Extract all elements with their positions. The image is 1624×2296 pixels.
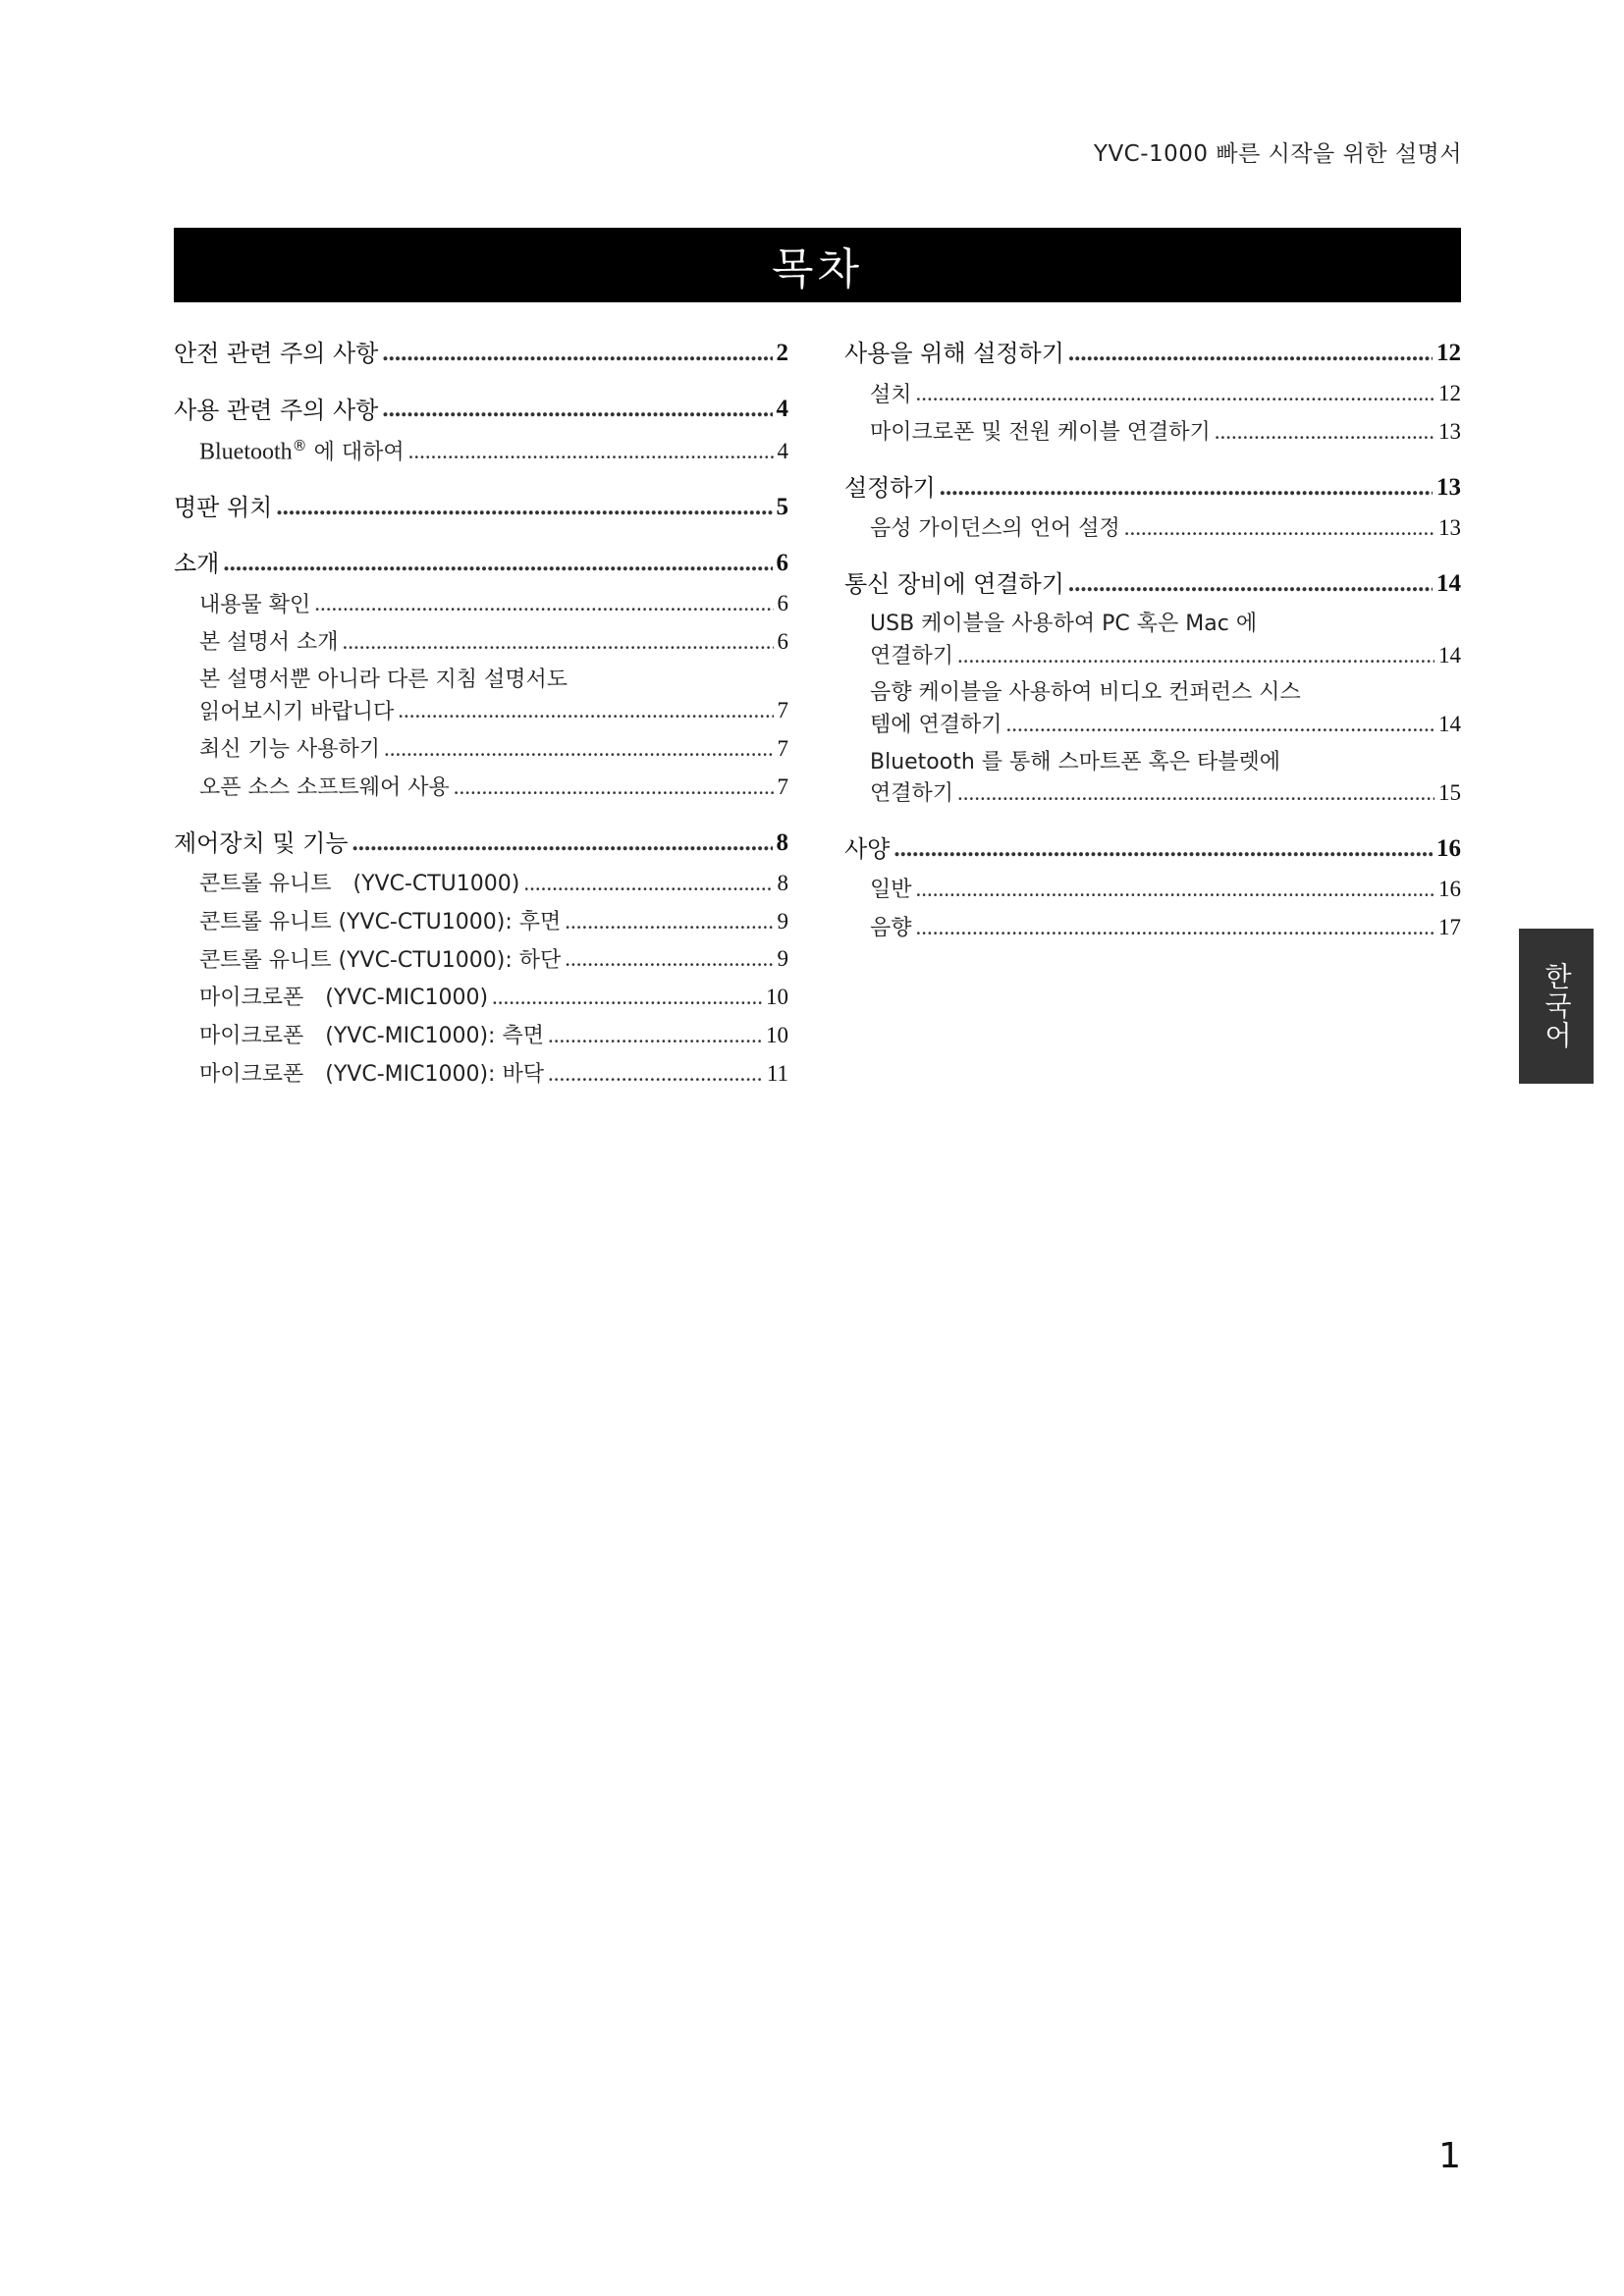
- leader-dots: [548, 1022, 762, 1050]
- toc-subentry[interactable]: 연결하기 ..... 15: [844, 779, 1461, 808]
- toc-entry[interactable]: 소개 ..... 6: [174, 548, 788, 578]
- leader-dots: [382, 338, 772, 368]
- leader-dots: [957, 642, 1435, 670]
- leader-dots: [916, 876, 1435, 904]
- toc-subentry[interactable]: 마이크로폰 (YVC-MIC1000) ..... 10: [174, 984, 788, 1012]
- toc-entry[interactable]: 사양 ..... 16: [844, 833, 1461, 864]
- toc-subentry[interactable]: 콘트롤 유니트 (YVC-CTU1000): 하단 ..... 9: [174, 945, 788, 974]
- leader-dots: [382, 394, 772, 424]
- leader-dots: [565, 945, 773, 974]
- leader-dots: [523, 870, 773, 898]
- leader-dots: [916, 380, 1435, 408]
- toc-subentry-line1[interactable]: Bluetooth 를 통해 스마트폰 혹은 타블렛에: [870, 749, 1281, 774]
- toc-subentry[interactable]: 내용물 확인 ..... 6: [174, 590, 788, 618]
- toc-entry[interactable]: 제어장치 및 기능 ..... 8: [174, 828, 788, 858]
- leader-dots: [565, 908, 773, 936]
- toc-left-column: [174, 338, 788, 1113]
- toc-subentry-line1[interactable]: USB 케이블을 사용하여 PC 혹은 Mac 에: [870, 612, 1258, 636]
- page-number: 1: [1438, 2136, 1461, 2176]
- page-title: 목차: [771, 244, 863, 294]
- leader-dots: [916, 914, 1435, 942]
- toc-subentry[interactable]: 콘트롤 유니트 (YVC-CTU1000) ..... 8: [174, 870, 788, 898]
- language-tab[interactable]: [1519, 929, 1594, 1084]
- leader-dots: [314, 590, 773, 618]
- toc-entry[interactable]: 안전 관련 주의 사항 ..... 2: [174, 338, 788, 368]
- toc-entry[interactable]: 사용을 위해 설정하기 ..... 12: [844, 338, 1461, 368]
- toc-subentry[interactable]: 연결하기 ..... 14: [844, 642, 1461, 670]
- toc-section-safety: [174, 338, 788, 368]
- toc-entry[interactable]: 사용 관련 주의 사항 ..... 4: [174, 394, 788, 424]
- page-title-bar: [174, 228, 1461, 302]
- toc-section-nameplate: [174, 492, 788, 522]
- toc-section-settings: [844, 472, 1461, 543]
- leader-dots: [384, 735, 773, 764]
- toc-entry[interactable]: 명판 위치 ..... 5: [174, 492, 788, 522]
- toc-subentry[interactable]: 설치 ..... 12: [844, 380, 1461, 408]
- toc-subentry[interactable]: 일반 ..... 16: [844, 876, 1461, 904]
- toc-subentry[interactable]: 콘트롤 유니트 (YVC-CTU1000): 후면 ..... 9: [174, 908, 788, 936]
- leader-dots: [343, 628, 774, 657]
- leader-dots: [1124, 514, 1435, 543]
- toc-subentry[interactable]: 마이크로폰 (YVC-MIC1000): 측면 ..... 10: [174, 1022, 788, 1050]
- leader-dots: [548, 1060, 763, 1089]
- toc-subentry[interactable]: 읽어보시기 바랍니다 ..... 7: [174, 697, 788, 725]
- toc-subentry[interactable]: Bluetooth® 에 대하여 ..... 4: [174, 437, 788, 466]
- leader-dots: [940, 472, 1433, 503]
- toc-subentry[interactable]: 오픈 소스 소프트웨어 사용 ..... 7: [174, 774, 788, 802]
- leader-dots: [276, 492, 772, 522]
- running-header: YVC-1000 빠른 시작을 위한 설명서: [1093, 141, 1462, 167]
- language-tab-label: 한국어: [1541, 962, 1573, 1050]
- toc-section-specs: [844, 833, 1461, 942]
- toc-subentry[interactable]: 음성 가이던스의 언어 설정 ..... 13: [844, 514, 1461, 543]
- leader-dots: [1215, 418, 1435, 447]
- toc-subentry-line1[interactable]: 음향 케이블을 사용하여 비디오 컨퍼런스 시스: [870, 680, 1301, 706]
- toc-right-column: [844, 338, 1461, 968]
- leader-dots: [223, 548, 772, 578]
- toc-subentry[interactable]: 최신 기능 사용하기 ..... 7: [174, 735, 788, 764]
- toc-section-controls: [174, 828, 788, 1089]
- toc-subentry[interactable]: 본 설명서 소개 ..... 6: [174, 628, 788, 657]
- toc-subentry[interactable]: 마이크로폰 및 전원 케이블 연결하기 ..... 13: [844, 418, 1461, 447]
- toc-section-connect: [844, 568, 1461, 808]
- leader-dots: [352, 828, 773, 858]
- leader-dots: [893, 833, 1433, 864]
- leader-dots: [398, 697, 773, 725]
- toc-subentry[interactable]: 음향 ..... 17: [844, 914, 1461, 942]
- toc-subentry[interactable]: 템에 연결하기 ..... 14: [844, 711, 1461, 739]
- toc-entry[interactable]: 통신 장비에 연결하기 ..... 14: [844, 568, 1461, 599]
- leader-dots: [1068, 568, 1433, 599]
- toc-section-intro: [174, 548, 788, 802]
- toc-subentry-line1[interactable]: 본 설명서뿐 아니라 다른 지침 설명서도: [199, 667, 568, 692]
- leader-dots: [1068, 338, 1433, 368]
- leader-dots: [492, 984, 762, 1012]
- toc-section-setup: [844, 338, 1461, 447]
- leader-dots: [454, 774, 774, 802]
- leader-dots: [1006, 711, 1435, 739]
- toc-subentry[interactable]: 마이크로폰 (YVC-MIC1000): 바닥 ..... 11: [174, 1060, 788, 1089]
- toc-entry[interactable]: 설정하기 ..... 13: [844, 472, 1461, 503]
- leader-dots: [408, 438, 774, 466]
- toc-section-usage: [174, 394, 788, 466]
- leader-dots: [957, 779, 1435, 808]
